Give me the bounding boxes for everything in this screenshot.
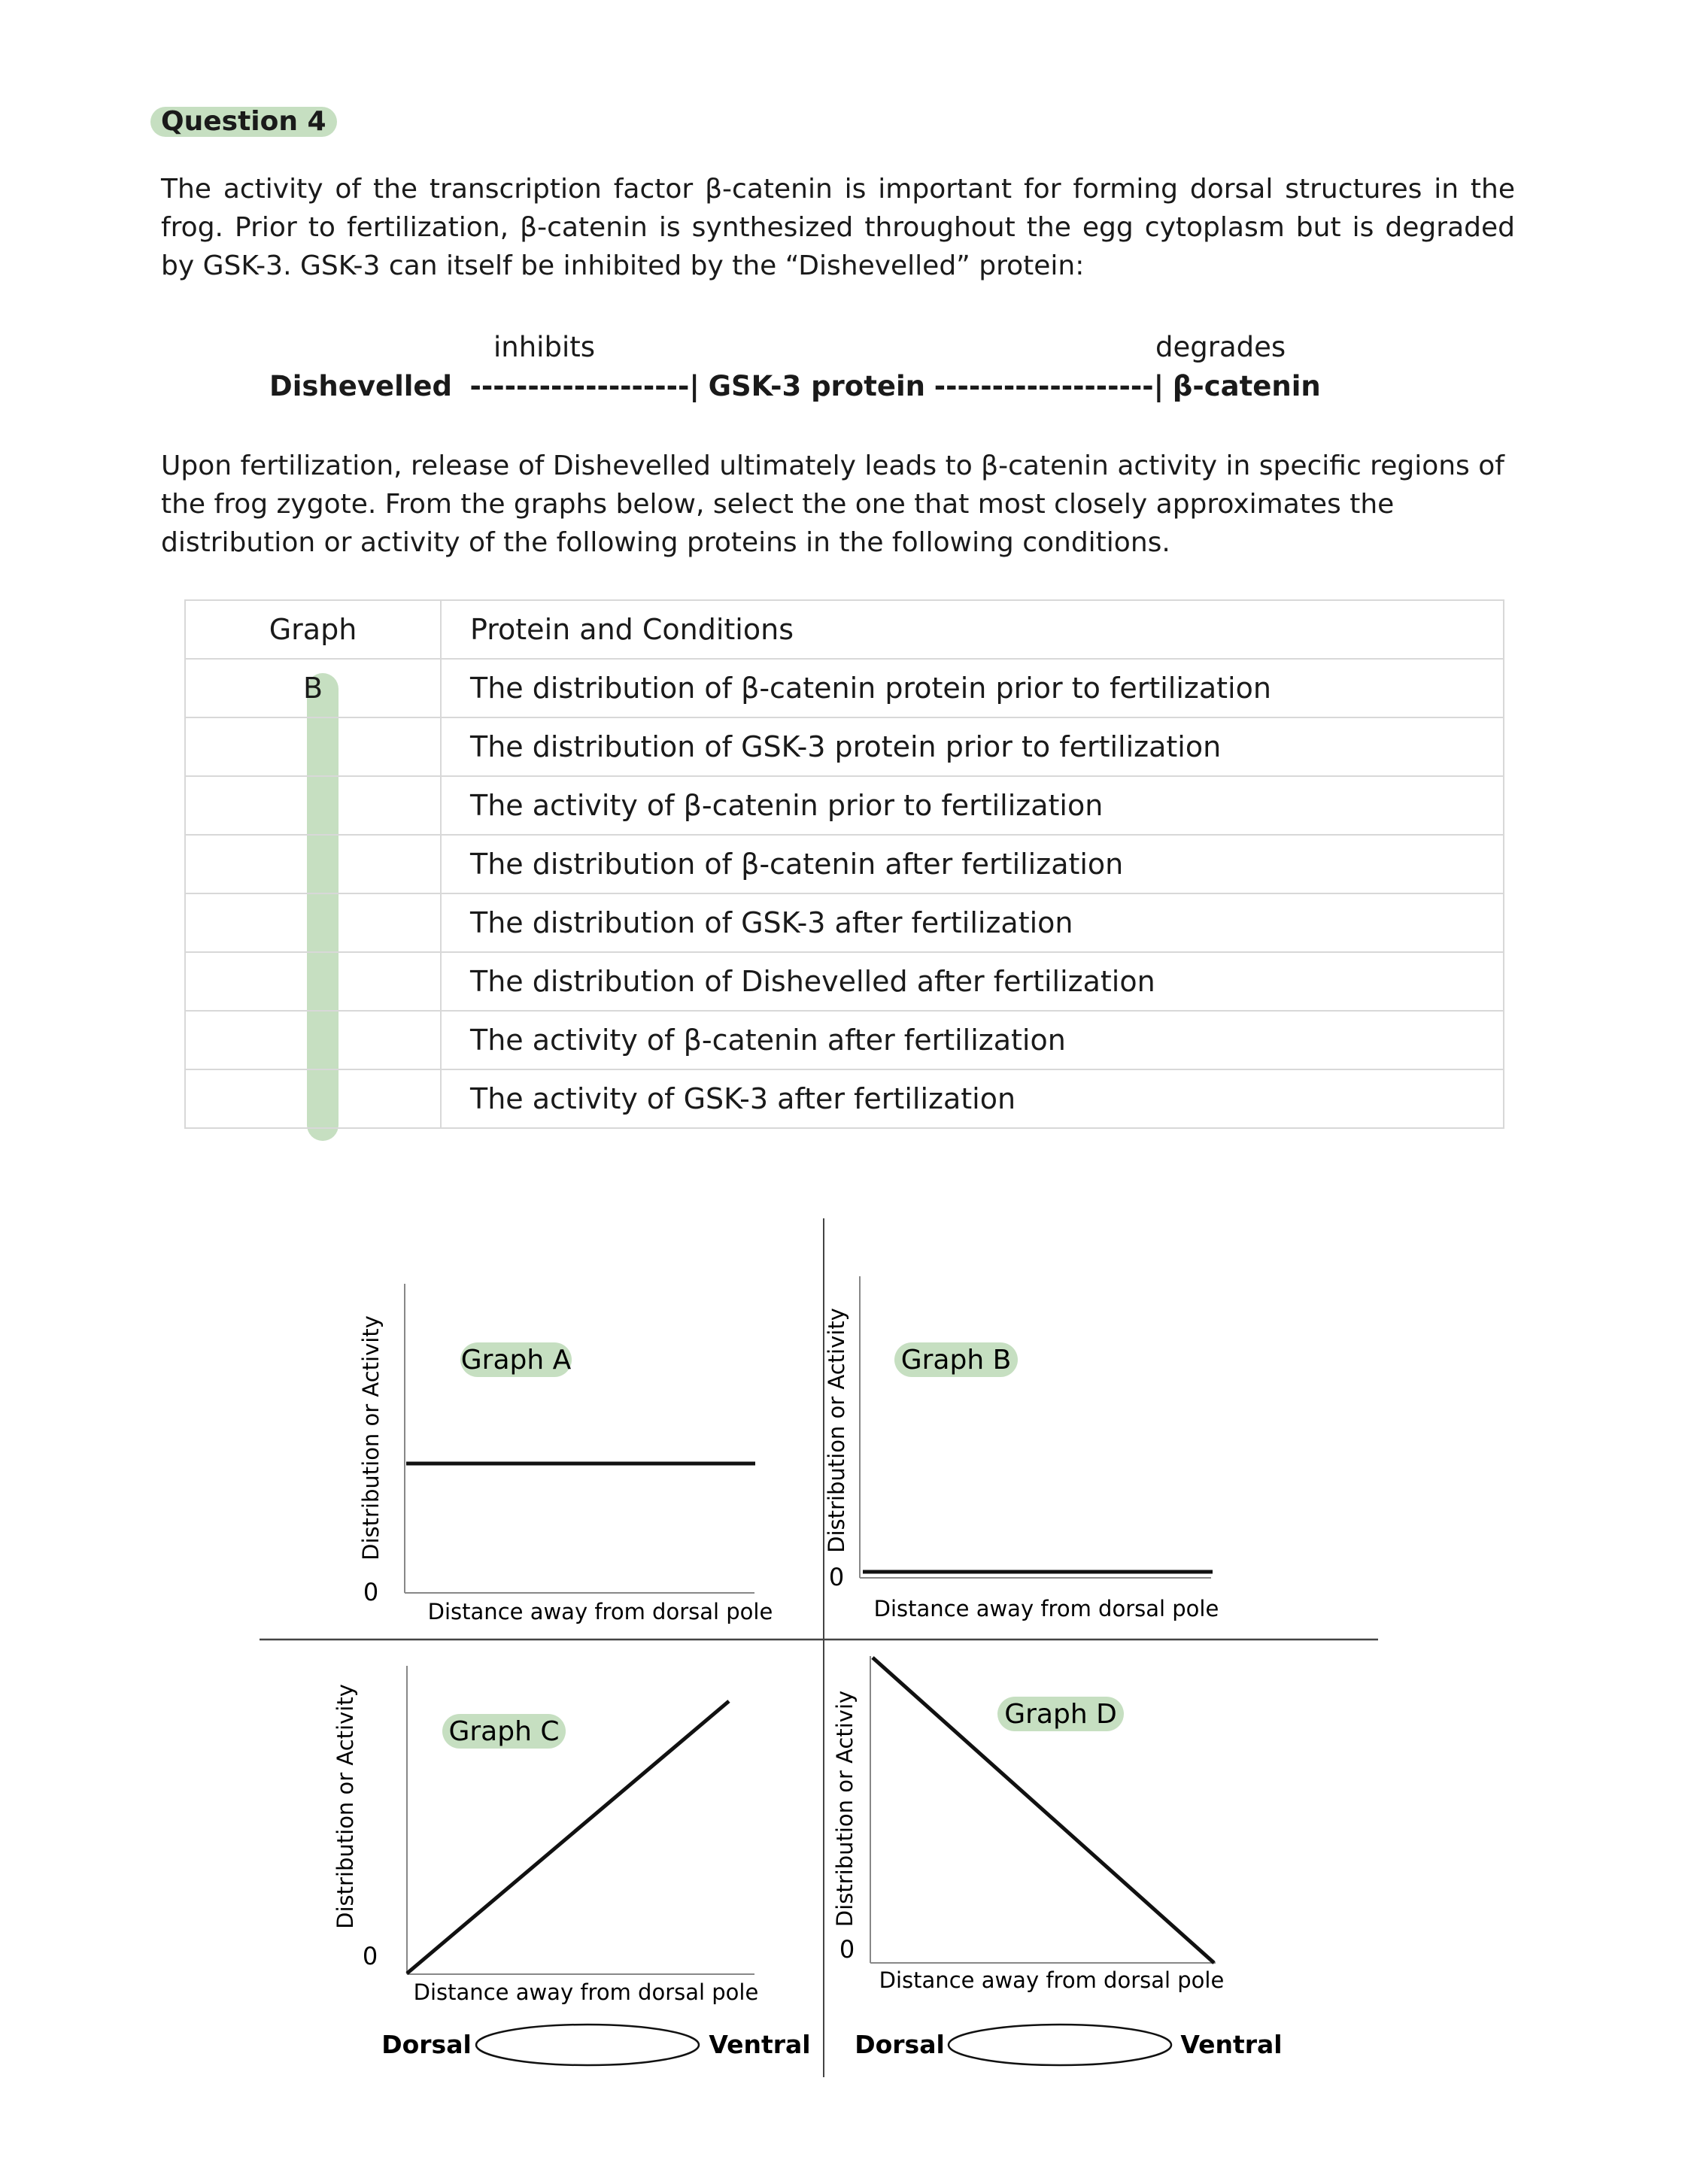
intro-paragraph: The activity of the transcription factor β-catenin is important for forming dorsal structures in the frog. Prior to fertilization, β-catenin is synthesized throughout the egg cytoplasm but is degraded by GSK-3. GSK-3 can itself be inhibited by the “Dishevelled” protein: <box>161 174 1515 281</box>
graph-c-zero: 0 <box>362 1942 378 1970</box>
embryo-left-ventral: Ventral <box>709 2030 811 2059</box>
graph-c-ylabel: Distribution or Activity <box>332 1684 358 1929</box>
inhibit-arrow: -------------------| <box>469 370 700 402</box>
graph-d-xlabel: Distance away from dorsal pole <box>879 1967 1225 1993</box>
condition-cell: The activity of β-catenin after fertilization <box>441 1011 1504 1069</box>
degrade-arrow: -------------------| <box>934 370 1164 402</box>
outro-paragraph: Upon fertilization, release of Dishevelled ultimately leads to β-catenin activity in specific regions of the frog zygote. From the graphs below, select the one that most closely approximates the distribution or activity of the following proteins in the following conditions. <box>161 450 1504 558</box>
answer-cell[interactable]: B <box>185 659 441 717</box>
graph-c-title: Graph C <box>448 1716 560 1747</box>
condition-cell: The distribution of GSK-3 protein prior to fertilization <box>441 717 1504 776</box>
header-graph: Graph <box>185 600 441 659</box>
degrades-label: degrades <box>1155 331 1286 363</box>
graph-b <box>824 1276 1219 1621</box>
embryo-right-ventral: Ventral <box>1180 2030 1283 2059</box>
graph-b-ylabel: Distribution or Activity <box>824 1308 849 1553</box>
condition-cell: The distribution of GSK-3 after fertilization <box>441 893 1504 952</box>
inhibits-label: inhibits <box>493 331 596 363</box>
condition-cell: The activity of GSK-3 after fertilization <box>441 1069 1504 1128</box>
graph-a-title: Graph A <box>460 1345 572 1376</box>
graph-d-title: Graph D <box>1004 1699 1117 1730</box>
embryo-right <box>855 2025 1282 2065</box>
graph-a-zero: 0 <box>363 1578 379 1606</box>
dishevelled-label: Dishevelled <box>269 370 453 402</box>
embryo-right-dorsal: Dorsal <box>855 2030 945 2059</box>
question-label: Question 4 <box>150 107 337 137</box>
graph-d-zero: 0 <box>839 1935 855 1964</box>
graph-b-title: Graph B <box>900 1345 1012 1376</box>
gsk3-label: GSK-3 protein <box>708 370 926 402</box>
embryo-left-dorsal: Dorsal <box>381 2030 472 2059</box>
condition-cell: The distribution of β-catenin protein prior to fertilization <box>441 659 1504 717</box>
embryo-left <box>381 2025 810 2065</box>
graph-d <box>832 1656 1224 1993</box>
condition-cell: The activity of β-catenin prior to fertilization <box>441 776 1504 835</box>
graph-c <box>332 1666 758 2005</box>
graph-b-xlabel: Distance away from dorsal pole <box>873 1596 1219 1621</box>
graph-b-zero: 0 <box>828 1563 845 1591</box>
graph-c-xlabel: Distance away from dorsal pole <box>413 1979 759 2005</box>
graph-a-xlabel: Distance away from dorsal pole <box>427 1599 773 1624</box>
embryo-right-ellipse <box>949 2025 1171 2065</box>
condition-cell: The distribution of β-catenin after fertilization <box>441 835 1504 893</box>
bcatenin-label: β-catenin <box>1172 370 1321 402</box>
graph-a <box>358 1284 773 1624</box>
graph-a-ylabel: Distribution or Activity <box>358 1315 384 1561</box>
graph-d-ylabel: Distribution or Activiy <box>832 1690 858 1928</box>
header-protein: Protein and Conditions <box>441 600 1504 659</box>
embryo-left-ellipse <box>476 2025 699 2065</box>
condition-cell: The distribution of Dishevelled after fertilization <box>441 952 1504 1011</box>
